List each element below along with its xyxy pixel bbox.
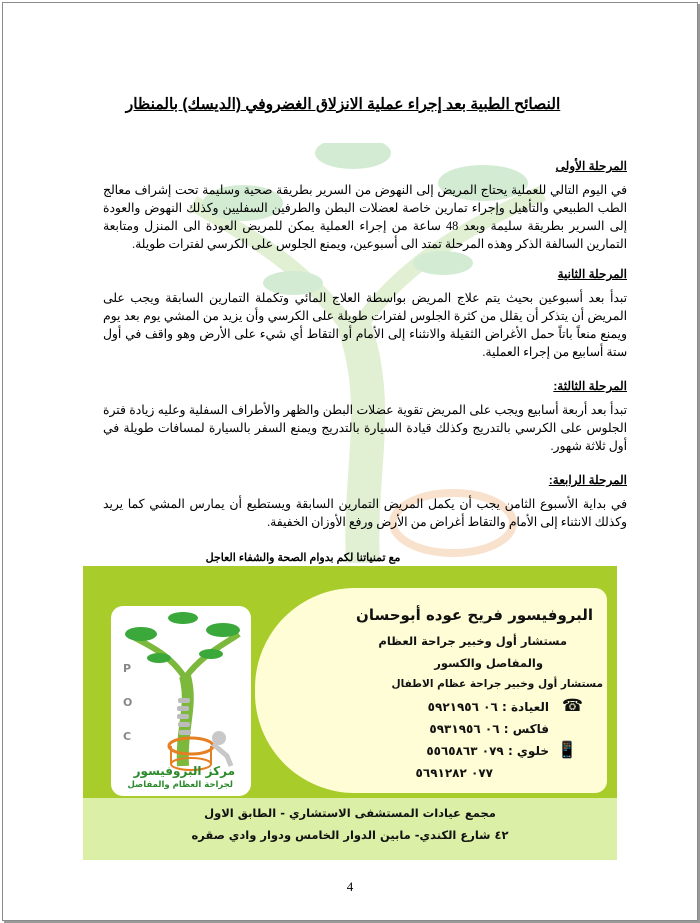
contact-panel (255, 588, 607, 793)
mobile-label: خلوي : (507, 744, 549, 758)
mobile-number-2: ٠٧٧ ٥٦٩١٢٨٢ (415, 766, 493, 780)
logo-letter: O (123, 696, 133, 709)
fax-row (429, 722, 549, 736)
business-card (83, 566, 617, 860)
section-phase-4 (103, 473, 627, 531)
section-text: تبدأ بعد أسبوعين بحيث يتم علاج المريض بواسطة العلاج المائي وتكملة التمارين السابقة ويجب على المريض أن يتذكر أن يقلل من كثرة الجلوس لفترات طويلة على الكرسي وأن يزيد من المشي يوم بعد يوم ويمنع منعاً باتاً حمل الأغراض الثقيلة والانثناء إلى الأمام أو التقاط أي شيء على الأرض وهو واقف في أول ستة أسابيع من إجراء العملية. (103, 291, 627, 359)
address-line: ٤٢ شارع الكندي- مابين الدوار الخامس ودوار وادي صقره (191, 828, 509, 842)
section-heading: المرحلة الثانية (557, 267, 627, 281)
page-title: النصائح الطبية بعد إجراء عملية الانزلاق الغضروفي (الديسك) بالمنظار (125, 96, 561, 113)
section-phase-3 (103, 379, 627, 455)
section-phase-2 (103, 267, 627, 361)
logo-subtitle: لجراحة العظام والمفاصل (127, 780, 233, 790)
section-heading: المرحلة الثالثة: (553, 379, 627, 393)
mobile-phone-icon: 📱 (557, 740, 577, 759)
doctor-name: البروفيسور فريح عوده أبوحسان (356, 606, 593, 624)
section-text: تبدأ بعد أربعة أسابيع ويجب على المريض تقوية عضلات البطن والظهر والأطراف السفلية وعليه زيادة فترة الجلوس على الكرسي بالتدريج وكذلك قيادة السيارة بالتدريج ويمنع السفر بالسيارة لمسافات طويلة في أول ثلاثة شهور. (103, 403, 627, 453)
section-text: في بداية الأسبوع الثامن يجب أن يكمل المريض التمارين السابقة ويستطيع أن يمارس المشي كما يريد وكذلك الانثناء إلى الأمام والتقاط أغراض من الأرض ورفع الأوزان الخفيفة. (103, 497, 627, 529)
document-page (2, 2, 698, 921)
doctor-title-line: مستشار أول وخبير جراحة عظام الاطفال (391, 678, 603, 690)
mobile-number: ٠٧٩ ٥٥٦٥٨٦٣ (426, 744, 504, 758)
clinic-logo (111, 606, 251, 796)
clinic-label: العيادة : (501, 700, 549, 714)
doctor-title-line: والمفاصل والكسور (434, 656, 543, 670)
clinic-number: ٠٦ ٥٩٢١٩٥٦ (427, 700, 498, 714)
section-heading: المرحلة الأولى (555, 159, 627, 173)
logo-name: مركز البروفيسور (133, 764, 235, 778)
address-band (83, 798, 617, 860)
page-number: 4 (346, 879, 354, 894)
mobile-row (426, 744, 549, 758)
section-text: في اليوم التالي للعملية يحتاج المريض إلى النهوض من السرير بطريقة صحية وسليمة تحت إشراف معالج الطب الطبيعي والتأهيل وإجراء تمارين خاصة لعضلات البطن والطرفين السفليين وكذلك النهوض والعودة إلى السرير بطريقة سليمة وبعد 48 ساعة من إجراء العملية يمكن للمريض العودة الى المنزل ومتابعة التمارين السالفة الذكر وهذه المرحلة تمتد الى أسبوعين، ويمنع الجلوس على الكرسي لفترات طويلة. (103, 183, 627, 251)
closing-wish: مع تمنياتنا لكم بدوام الصحة والشفاء العاجل (205, 552, 401, 564)
doctor-title-line: مستشار أول وخبير جراحة العظام (378, 634, 567, 648)
section-heading: المرحلة الرابعة: (548, 473, 627, 487)
logo-letter: C (123, 730, 132, 743)
fax-label: فاكس : (503, 722, 549, 736)
fax-number: ٠٦ ٥٩٣١٩٥٦ (429, 722, 500, 736)
logo-letter: P (123, 662, 132, 675)
phone-icon: ☎ (561, 696, 583, 716)
section-phase-1 (103, 159, 627, 253)
clinic-phone-row (428, 700, 549, 714)
address-line: مجمع عيادات المستشفى الاستشاري - الطابق الاول (204, 806, 496, 820)
